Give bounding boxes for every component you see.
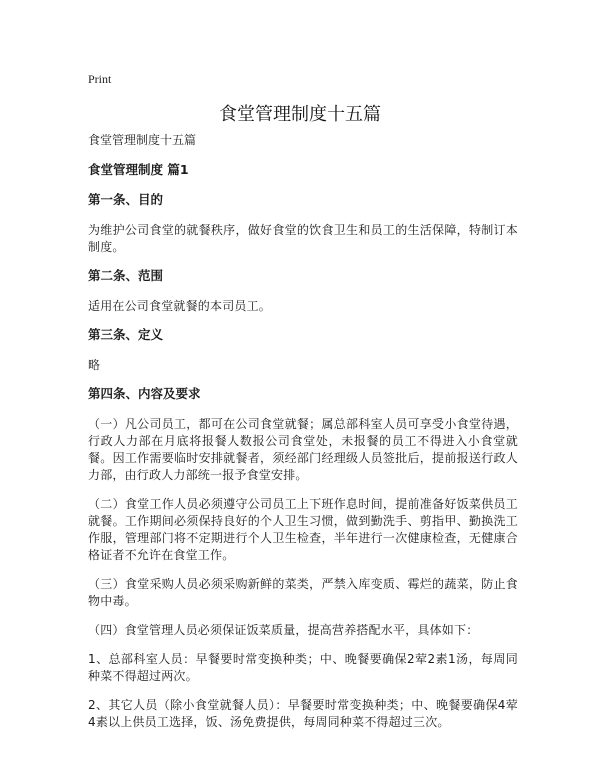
document-subtitle: 食堂管理制度十五篇 (88, 133, 197, 147)
article-paragraph: 适用在公司食堂就餐的本司员工。 (88, 299, 272, 313)
article-paragraph: （四）食堂管理人员必须保证饭菜质量，提高营养搭配水平，具体如下： (88, 623, 479, 637)
article-heading: 第二条、范围 (88, 268, 164, 283)
article-paragraph: 2、其它人员（除小食堂就餐人员）：早餐要时常变换种类；中、晚餐要确保4荤4素以上供员工选择，饭、汤免费提供，每周同种菜不得超过三次。 (88, 698, 518, 729)
document-body (88, 132, 518, 743)
article-paragraph: （一）凡公司员工，都可在公司食堂就餐；属总部科室人员可享受小食堂待遇，行政人力部在月底将报餐人数报公司食堂处，未报餐的员工不得进入小食堂就餐。因工作需要临时安排就餐者，须经部门经理级人员签批后，提前报送行政人力部，由行政人力部统一报予食堂安排。 (88, 417, 518, 482)
article-paragraph: 为维护公司食堂的就餐秩序，做好食堂的饮食卫生和员工的生活保障，特制订本制度。 (88, 223, 518, 254)
article-heading: 第四条、内容及要求 (88, 386, 201, 401)
article-heading: 第一条、目的 (88, 192, 164, 207)
article-paragraph: 1、总部科室人员：早餐要时常变换种类；中、晚餐要确保2荤2素1汤，每周同种菜不得超过两次。 (88, 652, 518, 683)
print-label: Print (88, 72, 112, 86)
article-heading: 第三条、定义 (88, 327, 164, 342)
article-paragraph: （二）食堂工作人员必须遵守公司员工上下班作息时间，提前准备好饭菜供员工就餐。工作期间必须保持良好的个人卫生习惯，做到勤洗手、剪指甲、勤换洗工作服，管理部门将不定期进行个人卫生检查，半年进行一次健康检查，无健康合格证者不允许在食堂工作。 (88, 497, 518, 562)
article-paragraph: 略 (88, 358, 101, 372)
section-title: 食堂管理制度 篇1 (88, 162, 189, 177)
article-paragraph: （三）食堂采购人员必须采购新鲜的菜类，严禁入库变质、霉烂的蔬菜，防止食物中毒。 (88, 577, 518, 608)
document-title: 食堂管理制度十五篇 (219, 104, 381, 125)
